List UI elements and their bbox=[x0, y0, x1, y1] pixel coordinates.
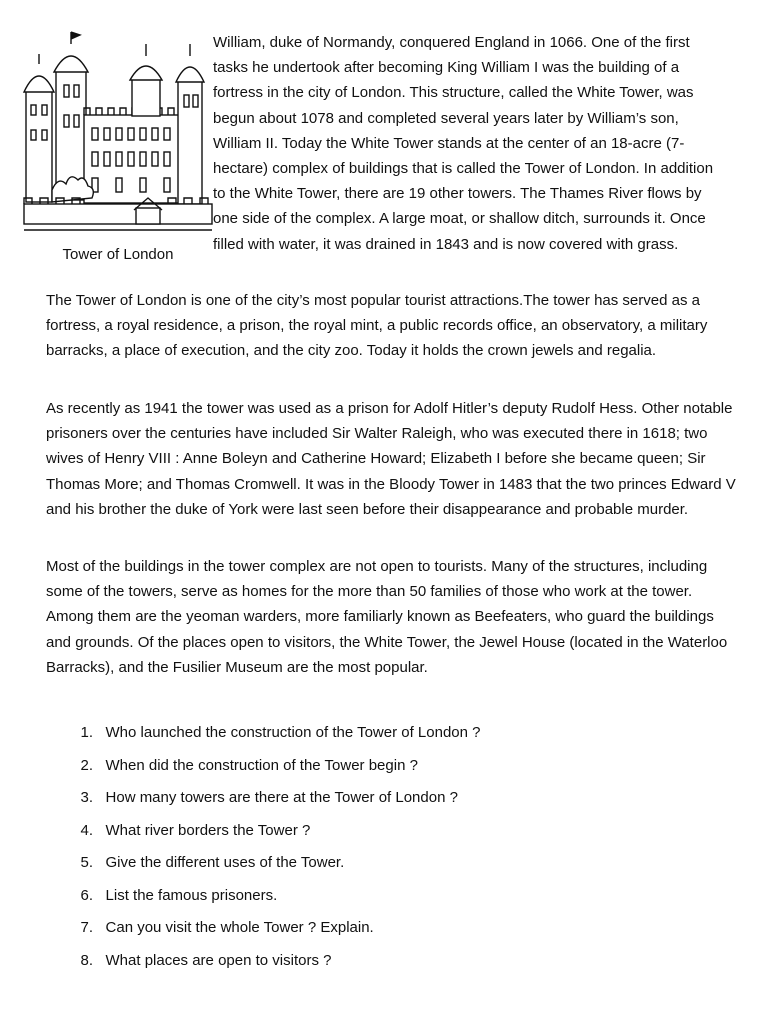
tower-of-london-icon bbox=[18, 30, 214, 240]
question-number: 7. bbox=[80, 919, 93, 936]
question-item bbox=[46, 948, 726, 981]
question-text: Give the different uses of the Tower. bbox=[105, 854, 345, 871]
question-number: 2. bbox=[80, 756, 93, 774]
question-item bbox=[46, 850, 726, 883]
tower-figure bbox=[18, 30, 214, 270]
question-list bbox=[46, 720, 726, 980]
question-number: 5. bbox=[80, 854, 93, 871]
question-item bbox=[46, 883, 726, 916]
question-item bbox=[46, 785, 726, 818]
question-text: Who launched the construction of the Tower of London ? bbox=[105, 724, 481, 741]
question-number: 3. bbox=[80, 789, 93, 806]
question-text: Can you visit the whole Tower ? Explain. bbox=[105, 919, 374, 936]
figure-caption: Tower of London bbox=[62, 246, 174, 263]
question-item bbox=[46, 753, 726, 786]
question-text: When did the construction of the Tower begin ? bbox=[105, 756, 418, 774]
question-number: 1. bbox=[80, 724, 93, 741]
question-number: 8. bbox=[80, 951, 93, 969]
question-item bbox=[46, 915, 726, 948]
question-number: 6. bbox=[80, 886, 93, 904]
question-number: 4. bbox=[80, 821, 93, 839]
question-text: List the famous prisoners. bbox=[105, 886, 278, 904]
prisoners-paragraph: As recently as 1941 the tower was used as a prison for Adolf Hitler’s deputy Rudolf Hess. Other notable prisoners over the centuries have included Sir Walter Raleigh, who was executed there in 1618; two wives of Henry VIII : Anne Boleyn and Catherine Howard; Elizabeth I before she became queen; Sir Thomas More; and Thomas Cromwell. It was in the Bloody Tower in 1483 that the two princes Edward V and his brother the duke of York were last seen before their disappearance and probable murder. bbox=[46, 400, 736, 518]
intro-paragraph: William, duke of Normandy, conquered England in 1066. One of the first tasks he undertook after becoming King William I was the building of a fortress in the city of London. This structure, called the White Tower, was begun about 1078 and completed several years later by William’s son, William II. Today the White Tower stands at the center of an 18-acre (7-hectare) complex of buildings that is called the Tower of London. In addition to the White Tower, there are 19 other towers. The Thames River flows by one side of the complex. A large moat, or shallow ditch, surrounds it. Once filled with water, it was drained in 1843 and is now covered with grass. bbox=[213, 34, 714, 253]
question-text: How many towers are there at the Tower of London ? bbox=[105, 789, 458, 806]
question-text: What river borders the Tower ? bbox=[105, 821, 311, 839]
question-item bbox=[46, 720, 726, 753]
question-item bbox=[46, 818, 726, 851]
uses-paragraph: The Tower of London is one of the city’s most popular tourist attractions.The tower has served as a fortress, a royal residence, a prison, the royal mint, a public records office, an observatory, a military barracks, a place of execution, and the city zoo. Today it holds the crown jewels and regalia. bbox=[46, 292, 708, 360]
visitors-paragraph: Most of the buildings in the tower complex are not open to tourists. Many of the structures, including some of the towers, serve as homes for the more than 50 families of those who work at the tower. Among them are the yeoman warders, more familiarly known as Beefeaters, who guard the buildings and grounds. Of the places open to visitors, the White Tower, the Jewel House (located in the Waterloo Barracks), and the Fusilier Museum are the most popular. bbox=[46, 558, 728, 676]
question-text: What places are open to visitors ? bbox=[105, 951, 332, 969]
